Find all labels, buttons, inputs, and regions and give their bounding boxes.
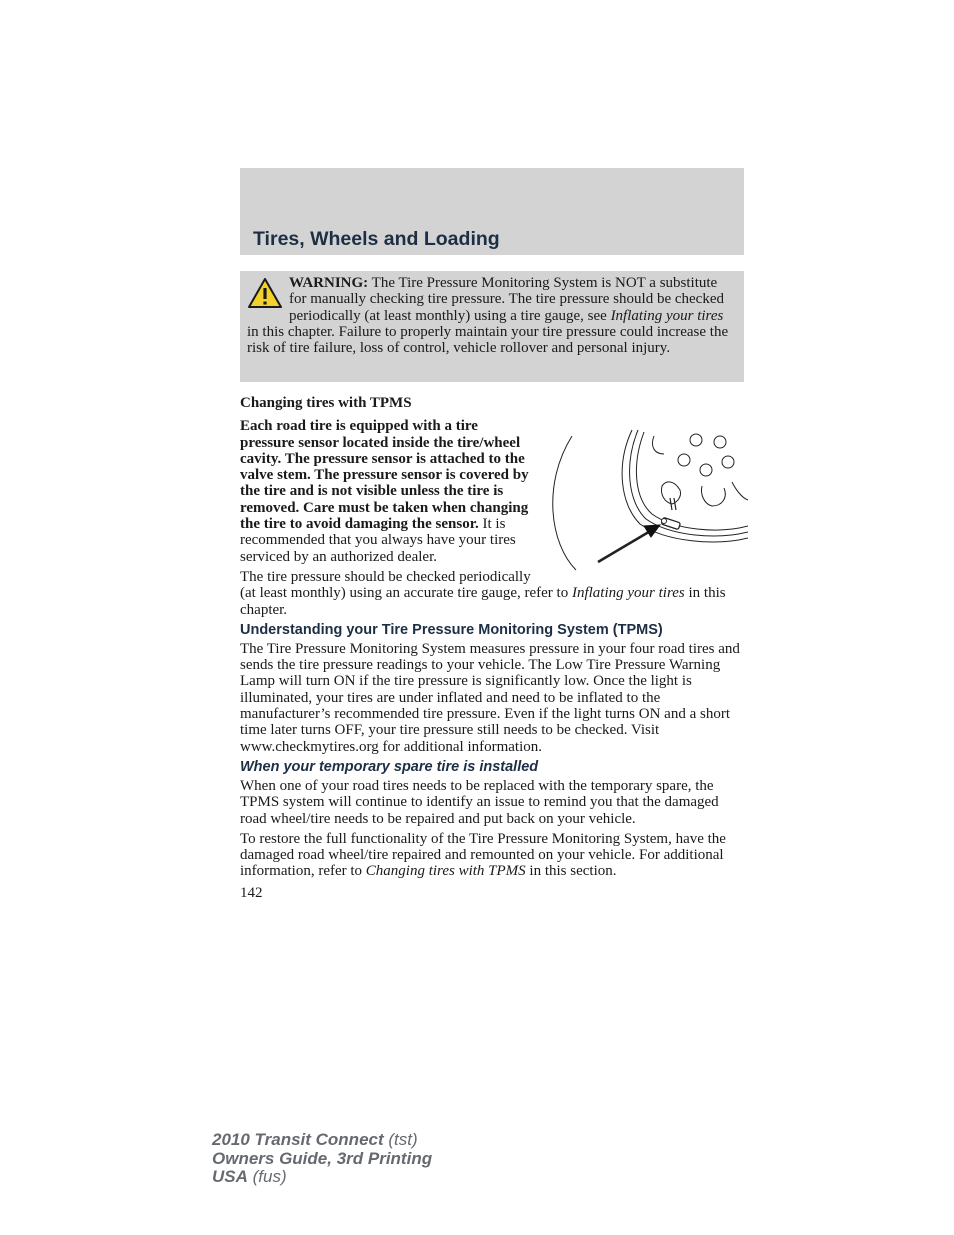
warning-triangle-icon bbox=[247, 277, 283, 309]
warning-text-1: The Tire Pressure Monitoring System is NOT a substitute for manually checking tire pressure. The tire pressure should be checked periodically (at least monthly) using a tire gauge, see bbox=[289, 275, 724, 324]
changing-tires-bold-text: Each road tire is equipped with a tire pressure sensor located inside the tire/wheel cavity. The pressure sensor is attached to the valve stem. The pressure sensor is covered by the tire and is not visible unless the tire is removed. Care must be taken when changing the tire to avoid damaging the sensor. bbox=[240, 418, 529, 533]
spare-tire-paragraph-1: When one of your road tires needs to be replaced with the temporary spare, the TPMS system will continue to identify an issue to remind you that the damaged road wheel/tire needs to be repaired and put back on your vehicle. bbox=[240, 777, 719, 827]
chapter-header bbox=[240, 168, 744, 255]
tire-pressure-check-paragraph bbox=[240, 569, 745, 618]
document-footer bbox=[212, 1131, 432, 1187]
understanding-tpms-heading: Understanding your Tire Pressure Monitoring System (TPMS) bbox=[240, 621, 663, 638]
warning-link-inflating[interactable]: Inflating your tires bbox=[610, 307, 724, 324]
spare-text-a: To restore the full functionality of the Tire Pressure Monitoring System, have the damaged road wheel/tire repaired and remounted on your vehicle. For additional information, refer to bbox=[240, 830, 726, 880]
footer-model-code: (tst) bbox=[383, 1130, 418, 1149]
page-content bbox=[240, 395, 745, 901]
tire-check-text-a: The tire pressure should be checked periodically (at least monthly) using an accurate tire gauge, refer to bbox=[240, 568, 572, 602]
spare-tire-heading: When your temporary spare tire is installed bbox=[240, 758, 539, 775]
warning-box bbox=[240, 271, 744, 382]
warning-label: WARNING: bbox=[289, 275, 369, 291]
changing-tires-heading: Changing tires with TPMS bbox=[240, 395, 412, 411]
tire-check-text-b: in this chapter. bbox=[240, 585, 726, 618]
tire-pressure-sensor-illustration-icon bbox=[536, 424, 748, 574]
chapter-title: Tires, Wheels and Loading bbox=[253, 228, 500, 250]
footer-line-2: Owners Guide, 3rd Printing bbox=[212, 1148, 433, 1168]
footer-line-3 bbox=[212, 1168, 432, 1187]
link-changing-tires-with-tpms[interactable]: Changing tires with TPMS bbox=[365, 863, 526, 880]
warning-text-2: in this chapter. Failure to properly maintain your tire pressure could increase the risk of tire failure, loss of control, vehicle rollover and personal injury. bbox=[247, 323, 729, 357]
footer-model: 2010 Transit Connect bbox=[212, 1130, 384, 1149]
understanding-tpms-body: The Tire Pressure Monitoring System measures pressure in your four road tires and sends the tire pressure readings to your vehicle. The Low Tire Pressure Warning Lamp will turn ON if the tire pressure is significantly low. Once the light is illuminated, your tires are under inflated and need to be inflated to the manufacturer’s recommended tire pressure. Even if the light turns ON and a short time later turns OFF, your tire pressure still needs to be checked. Visit www.checkmytires.org for additional information. bbox=[240, 640, 740, 755]
footer-market: USA bbox=[212, 1167, 248, 1186]
spare-tire-paragraph-2 bbox=[240, 831, 745, 880]
footer-line-1 bbox=[212, 1131, 432, 1150]
spare-text-b: in this section. bbox=[525, 863, 617, 880]
link-inflating-your-tires[interactable]: Inflating your tires bbox=[571, 585, 685, 602]
changing-tires-normal-text: It is recommended that you always have your tires serviced by an authorized dealer. bbox=[240, 516, 516, 565]
page-number: 142 bbox=[240, 884, 263, 901]
footer-market-code: (fus) bbox=[247, 1167, 287, 1186]
